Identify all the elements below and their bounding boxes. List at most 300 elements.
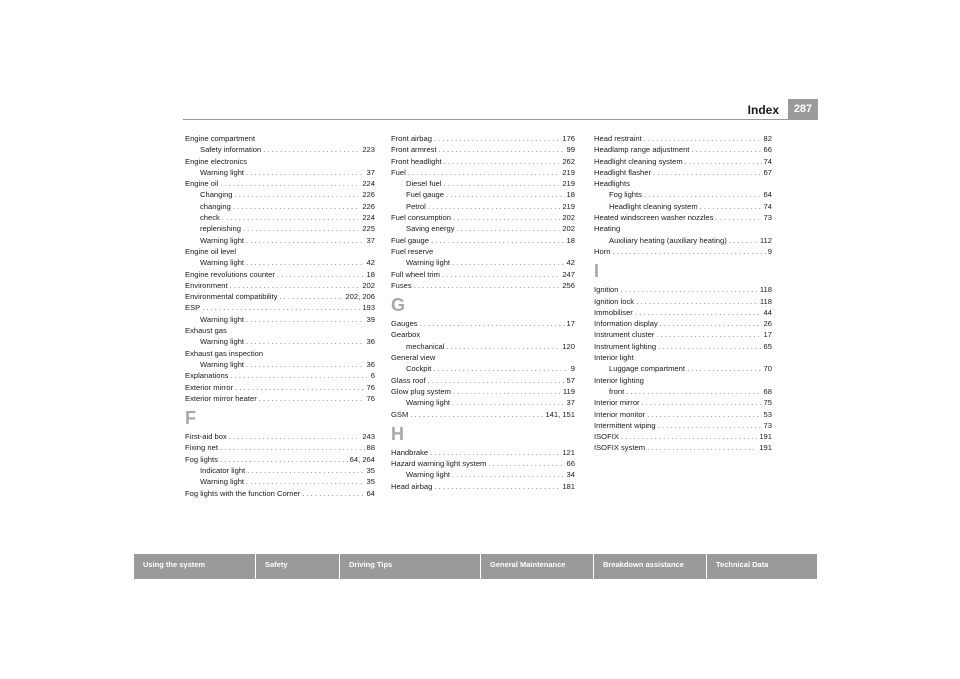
dot-leader: [430, 447, 560, 458]
entry-page-number[interactable]: 118: [759, 285, 772, 295]
index-entry: [185, 382, 375, 393]
entry-page-number[interactable]: 75: [763, 398, 772, 408]
entry-term: Explanations: [185, 371, 229, 381]
index-entry: [594, 133, 772, 144]
index-entry: [185, 302, 375, 313]
entry-term: Intermittent wiping: [594, 420, 656, 430]
section-letter: G: [391, 295, 406, 316]
dot-leader: [729, 235, 758, 246]
dot-leader: [446, 341, 560, 352]
dot-leader: [263, 144, 360, 155]
entry-term: Saving energy: [406, 224, 455, 234]
index-entry: [391, 386, 575, 397]
entry-page-number[interactable]: 191: [759, 443, 772, 453]
entry-page-number[interactable]: 68: [763, 386, 772, 396]
entry-page-number[interactable]: 9: [570, 364, 575, 374]
index-entry: [185, 280, 375, 291]
dot-leader: [246, 359, 365, 370]
entry-page-number[interactable]: 6: [370, 371, 375, 381]
entry-page-number[interactable]: 36: [366, 359, 375, 369]
entry-term: Full wheel trim: [391, 269, 440, 279]
index-entry: [594, 341, 772, 352]
index-entry: [185, 454, 375, 465]
index-entry: [594, 329, 772, 340]
index-entry: [185, 431, 375, 442]
entry-page-number[interactable]: 18: [366, 269, 375, 279]
dot-leader: [453, 386, 561, 397]
dot-leader: [642, 397, 762, 408]
index-entry: [185, 348, 375, 359]
entry-term: Exhaust gas inspection: [185, 348, 264, 358]
entry-page-number[interactable]: 42: [366, 258, 375, 268]
entry-term: Fuel gauge: [406, 190, 444, 200]
entry-page-number[interactable]: 17: [566, 319, 575, 329]
entry-term: Diesel fuel: [406, 179, 442, 189]
dot-leader: [647, 409, 761, 420]
entry-term: Headlights: [594, 179, 630, 189]
entry-term: Heating: [594, 224, 621, 234]
index-column-2: [391, 133, 575, 492]
entry-term: Ignition lock: [594, 296, 635, 306]
index-subentry: [185, 201, 375, 212]
dot-leader: [660, 318, 762, 329]
entry-page-number[interactable]: 247: [562, 269, 575, 279]
entry-term: Fuel gauge: [391, 235, 429, 245]
index-subentry: [185, 336, 375, 347]
index-entry: [391, 246, 575, 257]
index-entry: [185, 488, 375, 499]
entry-page-number[interactable]: 99: [566, 145, 575, 155]
entry-page-number[interactable]: 37: [366, 167, 375, 177]
entry-page-number[interactable]: 64: [763, 190, 772, 200]
index-entry: [594, 296, 772, 307]
entry-page-number[interactable]: 18: [566, 190, 575, 200]
dot-leader: [259, 393, 365, 404]
entry-page-number[interactable]: 37: [366, 235, 375, 245]
dot-leader: [246, 314, 365, 325]
index-subentry: [594, 189, 772, 200]
entry-term: Interior lighting: [594, 375, 644, 385]
index-entry: [391, 447, 575, 458]
index-subentry: [594, 201, 772, 212]
dot-leader: [222, 212, 360, 223]
entry-term: Environmental compatibility: [185, 292, 278, 302]
dot-leader: [443, 178, 560, 189]
dot-leader: [621, 431, 757, 442]
entry-page-number[interactable]: 73: [763, 213, 772, 223]
entry-term: Luggage compartment: [609, 364, 685, 374]
index-entry: [185, 442, 375, 453]
index-subentry: [185, 314, 375, 325]
entry-term: General view: [391, 353, 436, 363]
entry-term: Cockpit: [406, 364, 432, 374]
index-subentry: [185, 223, 375, 234]
entry-page-number[interactable]: 202: [562, 224, 575, 234]
entry-page-number[interactable]: 219: [562, 179, 575, 189]
entry-term: changing: [200, 201, 231, 211]
footer-tab-breakdown-assistance[interactable]: Breakdown assistance: [594, 554, 707, 579]
entry-term: Front airbag: [391, 134, 432, 143]
entry-term: Head restraint: [594, 134, 642, 143]
entry-term: Fog lights: [609, 190, 642, 200]
entry-page-number[interactable]: 74: [763, 156, 772, 166]
index-entry: [185, 269, 375, 280]
entry-page-number[interactable]: 88: [366, 443, 375, 453]
entry-page-number[interactable]: 37: [566, 398, 575, 408]
footer-tab-technical-data[interactable]: Technical Data: [707, 554, 818, 579]
entry-page-number[interactable]: 121: [562, 447, 575, 457]
dot-leader: [243, 223, 360, 234]
section-letter: F: [185, 408, 196, 429]
index-subentry: [185, 235, 375, 246]
entry-page-number[interactable]: 70: [763, 364, 772, 374]
section-letter: I: [594, 261, 600, 282]
dot-leader: [715, 212, 761, 223]
entry-term: ISOFIX system: [594, 443, 646, 453]
entry-term: Indicator light: [200, 466, 246, 476]
dot-leader: [220, 454, 348, 465]
entry-term: Exterior mirror heater: [185, 393, 257, 403]
index-entry: [185, 370, 375, 381]
entry-page-number[interactable]: 17: [763, 330, 772, 340]
dot-leader: [691, 144, 761, 155]
index-entry: [594, 144, 772, 155]
index-subentry: [391, 189, 575, 200]
entry-page-number[interactable]: 66: [763, 145, 772, 155]
footer-tab-using-the-system[interactable]: Using the system: [134, 554, 256, 579]
dot-leader: [635, 307, 762, 318]
entry-term: Engine oil: [185, 179, 219, 189]
dot-leader: [653, 167, 762, 178]
entry-term: Horn: [594, 246, 611, 256]
entry-term: Fixing net: [185, 443, 218, 453]
entry-term: Fuel: [391, 167, 406, 177]
dot-leader: [687, 363, 762, 374]
index-entry: [185, 178, 375, 189]
footer-nav: [134, 554, 818, 579]
index-entry: [391, 329, 575, 340]
entry-page-number[interactable]: 74: [763, 201, 772, 211]
entry-page-number[interactable]: 225: [362, 224, 375, 234]
entry-page-number[interactable]: 243: [362, 432, 375, 442]
index-entry: [391, 458, 575, 469]
index-subentry: [594, 235, 772, 246]
index-entry: [185, 291, 375, 302]
entry-term: Interior mirror: [594, 398, 640, 408]
entry-page-number[interactable]: 202, 206: [345, 292, 375, 302]
entry-term: First-aid box: [185, 432, 227, 442]
dot-leader: [644, 189, 762, 200]
index-entry: [391, 167, 575, 178]
dot-leader: [428, 375, 565, 386]
index-entry: [594, 431, 772, 442]
index-entry: [391, 144, 575, 155]
dot-leader: [453, 212, 560, 223]
index-subentry: [391, 341, 575, 352]
index-subentry: [391, 223, 575, 234]
entry-page-number[interactable]: 256: [562, 280, 575, 290]
index-entry: [391, 280, 575, 291]
entry-term: Interior light: [594, 353, 634, 363]
dot-leader: [658, 420, 762, 431]
dot-leader: [431, 235, 565, 246]
entry-term: Headlight flasher: [594, 167, 651, 177]
entry-term: Fog lights with the function Corner: [185, 488, 301, 498]
footer-tab-driving-tips[interactable]: Driving Tips: [340, 554, 481, 579]
dot-leader: [452, 257, 565, 268]
entry-page-number[interactable]: 226: [362, 190, 375, 200]
dot-leader: [229, 431, 361, 442]
entry-page-number[interactable]: 64: [366, 488, 375, 498]
dot-leader: [220, 442, 365, 453]
entry-term: Warning light: [200, 167, 245, 177]
index-subentry: [391, 397, 575, 408]
index-entry: [594, 246, 772, 257]
entry-page-number[interactable]: 35: [366, 466, 375, 476]
entry-term: Fuel consumption: [391, 213, 451, 223]
entry-term: Glass roof: [391, 375, 426, 385]
index-subentry: [185, 359, 375, 370]
entry-page-number[interactable]: 76: [366, 393, 375, 403]
entry-term: ISOFIX: [594, 432, 619, 442]
entry-page-number[interactable]: 202: [562, 213, 575, 223]
entry-page-number[interactable]: 34: [566, 470, 575, 480]
entry-page-number[interactable]: 226: [362, 201, 375, 211]
dot-leader: [434, 133, 560, 144]
dot-leader: [233, 201, 361, 212]
index-subentry: [391, 201, 575, 212]
entry-page-number[interactable]: 118: [759, 296, 772, 306]
dot-leader: [235, 189, 361, 200]
entry-page-number[interactable]: 76: [366, 382, 375, 392]
header-divider: [183, 119, 818, 120]
entry-page-number[interactable]: 35: [366, 477, 375, 487]
page-header-title: Index: [747, 103, 779, 117]
index-entry: [594, 307, 772, 318]
entry-term: Exhaust gas: [185, 326, 227, 336]
index-entry: [594, 223, 772, 234]
dot-leader: [246, 476, 365, 487]
index-column-3: [594, 133, 772, 454]
dot-leader: [246, 336, 365, 347]
entry-page-number[interactable]: 65: [763, 341, 772, 351]
entry-term: Engine electronics: [185, 156, 248, 166]
entry-page-number[interactable]: 119: [562, 386, 575, 396]
entry-page-number[interactable]: 9: [767, 246, 772, 256]
entry-term: Headlight cleaning system: [594, 156, 683, 166]
entry-term: Engine revolutions counter: [185, 269, 275, 279]
dot-leader: [277, 269, 365, 280]
dot-leader: [444, 156, 561, 167]
entry-term: Warning light: [200, 235, 245, 245]
entry-term: Immobiliser: [594, 307, 633, 317]
entry-term: Exterior mirror: [185, 382, 234, 392]
dot-leader: [302, 488, 364, 499]
index-entry: [594, 420, 772, 431]
entry-term: Fuses: [391, 280, 412, 290]
entry-page-number[interactable]: 82: [763, 134, 772, 143]
dot-leader: [457, 223, 561, 234]
entry-term: Warning light: [406, 258, 451, 268]
dot-leader: [230, 280, 361, 291]
entry-term: Instrument cluster: [594, 330, 655, 340]
entry-page-number[interactable]: 224: [362, 179, 375, 189]
index-entry: [594, 284, 772, 295]
entry-term: Heated windscreen washer nozzles: [594, 213, 714, 223]
dot-leader: [246, 257, 365, 268]
entry-page-number[interactable]: 191: [759, 432, 772, 442]
dot-leader: [410, 409, 543, 420]
index-entry: [391, 481, 575, 492]
entry-page-number[interactable]: 57: [566, 375, 575, 385]
index-entry: [185, 246, 375, 257]
dot-leader: [647, 442, 757, 453]
entry-page-number[interactable]: 176: [562, 134, 575, 143]
entry-term: Warning light: [200, 258, 245, 268]
entry-page-number[interactable]: 120: [562, 341, 575, 351]
index-subentry: [391, 257, 575, 268]
index-subentry: [391, 363, 575, 374]
entry-term: Warning light: [406, 398, 451, 408]
entry-page-number[interactable]: 42: [566, 258, 575, 268]
dot-leader: [626, 386, 761, 397]
index-entry: [594, 212, 772, 223]
index-subentry: [594, 363, 772, 374]
entry-page-number[interactable]: 223: [362, 145, 375, 155]
entry-term: Engine oil level: [185, 246, 237, 256]
index-entry: [594, 442, 772, 453]
dot-leader: [433, 363, 568, 374]
entry-term: mechanical: [406, 341, 445, 351]
entry-page-number[interactable]: 112: [759, 235, 772, 245]
entry-page-number[interactable]: 73: [763, 420, 772, 430]
dot-leader: [658, 341, 761, 352]
entry-page-number[interactable]: 39: [366, 314, 375, 324]
dot-leader: [428, 201, 560, 212]
footer-tab-safety[interactable]: Safety: [256, 554, 340, 579]
dot-leader: [246, 167, 365, 178]
entry-page-number[interactable]: 53: [763, 409, 772, 419]
dot-leader: [442, 269, 560, 280]
entry-page-number[interactable]: 224: [362, 213, 375, 223]
index-subentry: [185, 476, 375, 487]
dot-leader: [636, 296, 758, 307]
entry-page-number[interactable]: 64, 264: [349, 454, 375, 464]
entry-term: Gauges: [391, 319, 418, 329]
entry-term: Interior monitor: [594, 409, 646, 419]
index-subentry: [185, 212, 375, 223]
entry-term: Auxiliary heating (auxiliary heating): [609, 235, 727, 245]
dot-leader: [434, 481, 560, 492]
dot-leader: [408, 167, 561, 178]
entry-page-number[interactable]: 181: [562, 481, 575, 491]
dot-leader: [452, 469, 565, 480]
entry-page-number[interactable]: 202: [362, 280, 375, 290]
entry-term: Gearbox: [391, 330, 421, 340]
entry-page-number[interactable]: 18: [566, 235, 575, 245]
dot-leader: [202, 302, 360, 313]
entry-term: Front headlight: [391, 156, 442, 166]
entry-page-number[interactable]: 141, 151: [545, 409, 575, 419]
index-entry: [391, 235, 575, 246]
index-entry: [391, 212, 575, 223]
entry-term: Hazard warning light system: [391, 459, 487, 469]
index-entry: [391, 409, 575, 420]
index-entry: [594, 167, 772, 178]
entry-page-number[interactable]: 219: [562, 167, 575, 177]
index-subentry: [185, 465, 375, 476]
dot-leader: [439, 144, 565, 155]
index-subentry: [185, 144, 375, 155]
index-entry: [185, 393, 375, 404]
dot-leader: [414, 280, 561, 291]
index-entry: [391, 269, 575, 280]
entry-term: Fuel reserve: [391, 246, 434, 256]
entry-page-number[interactable]: 219: [562, 201, 575, 211]
dot-leader: [488, 458, 564, 469]
index-column-1: [185, 133, 375, 499]
entry-term: Headlight cleaning system: [609, 201, 698, 211]
entry-page-number[interactable]: 44: [763, 307, 772, 317]
entry-term: Warning light: [200, 337, 245, 347]
entry-page-number[interactable]: 67: [763, 167, 772, 177]
footer-tab-general-maintenance[interactable]: General Maintenance: [481, 554, 594, 579]
entry-term: Head airbag: [391, 481, 433, 491]
entry-term: GSM: [391, 409, 409, 419]
page-number: 287: [788, 99, 818, 120]
section-letter: H: [391, 423, 404, 444]
index-entry: [594, 156, 772, 167]
index-subentry: [185, 167, 375, 178]
dot-leader: [230, 370, 368, 381]
entry-term: ESP: [185, 303, 201, 313]
index-entry: [185, 156, 375, 167]
index-subentry: [391, 469, 575, 480]
entry-term: Fog lights: [185, 454, 218, 464]
index-entry: [391, 352, 575, 363]
entry-term: Changing: [200, 190, 233, 200]
index-subentry: [594, 386, 772, 397]
entry-term: Warning light: [200, 359, 245, 369]
entry-page-number[interactable]: 262: [562, 156, 575, 166]
index-subentry: [185, 257, 375, 268]
index-subentry: [185, 189, 375, 200]
dot-leader: [656, 329, 761, 340]
entry-term: Information display: [594, 319, 658, 329]
entry-term: Glow plug system: [391, 386, 451, 396]
index-entry: [594, 318, 772, 329]
dot-leader: [700, 201, 762, 212]
entry-term: Petrol: [406, 201, 426, 211]
entry-page-number[interactable]: 26: [763, 319, 772, 329]
entry-page-number[interactable]: 36: [366, 337, 375, 347]
entry-term: Handbrake: [391, 447, 429, 457]
entry-term: Engine compartment: [185, 134, 256, 143]
entry-term: Headlamp range adjustment: [594, 145, 690, 155]
index-entry: [391, 156, 575, 167]
dot-leader: [685, 156, 762, 167]
entry-page-number[interactable]: 193: [362, 303, 375, 313]
index-entry: [594, 178, 772, 189]
index-entry: [185, 133, 375, 144]
dot-leader: [235, 382, 364, 393]
entry-term: replenishing: [200, 224, 241, 234]
entry-page-number[interactable]: 66: [566, 459, 575, 469]
entry-term: Warning light: [200, 477, 245, 487]
index-entry: [391, 375, 575, 386]
index-entry: [185, 325, 375, 336]
entry-term: Front armrest: [391, 145, 437, 155]
